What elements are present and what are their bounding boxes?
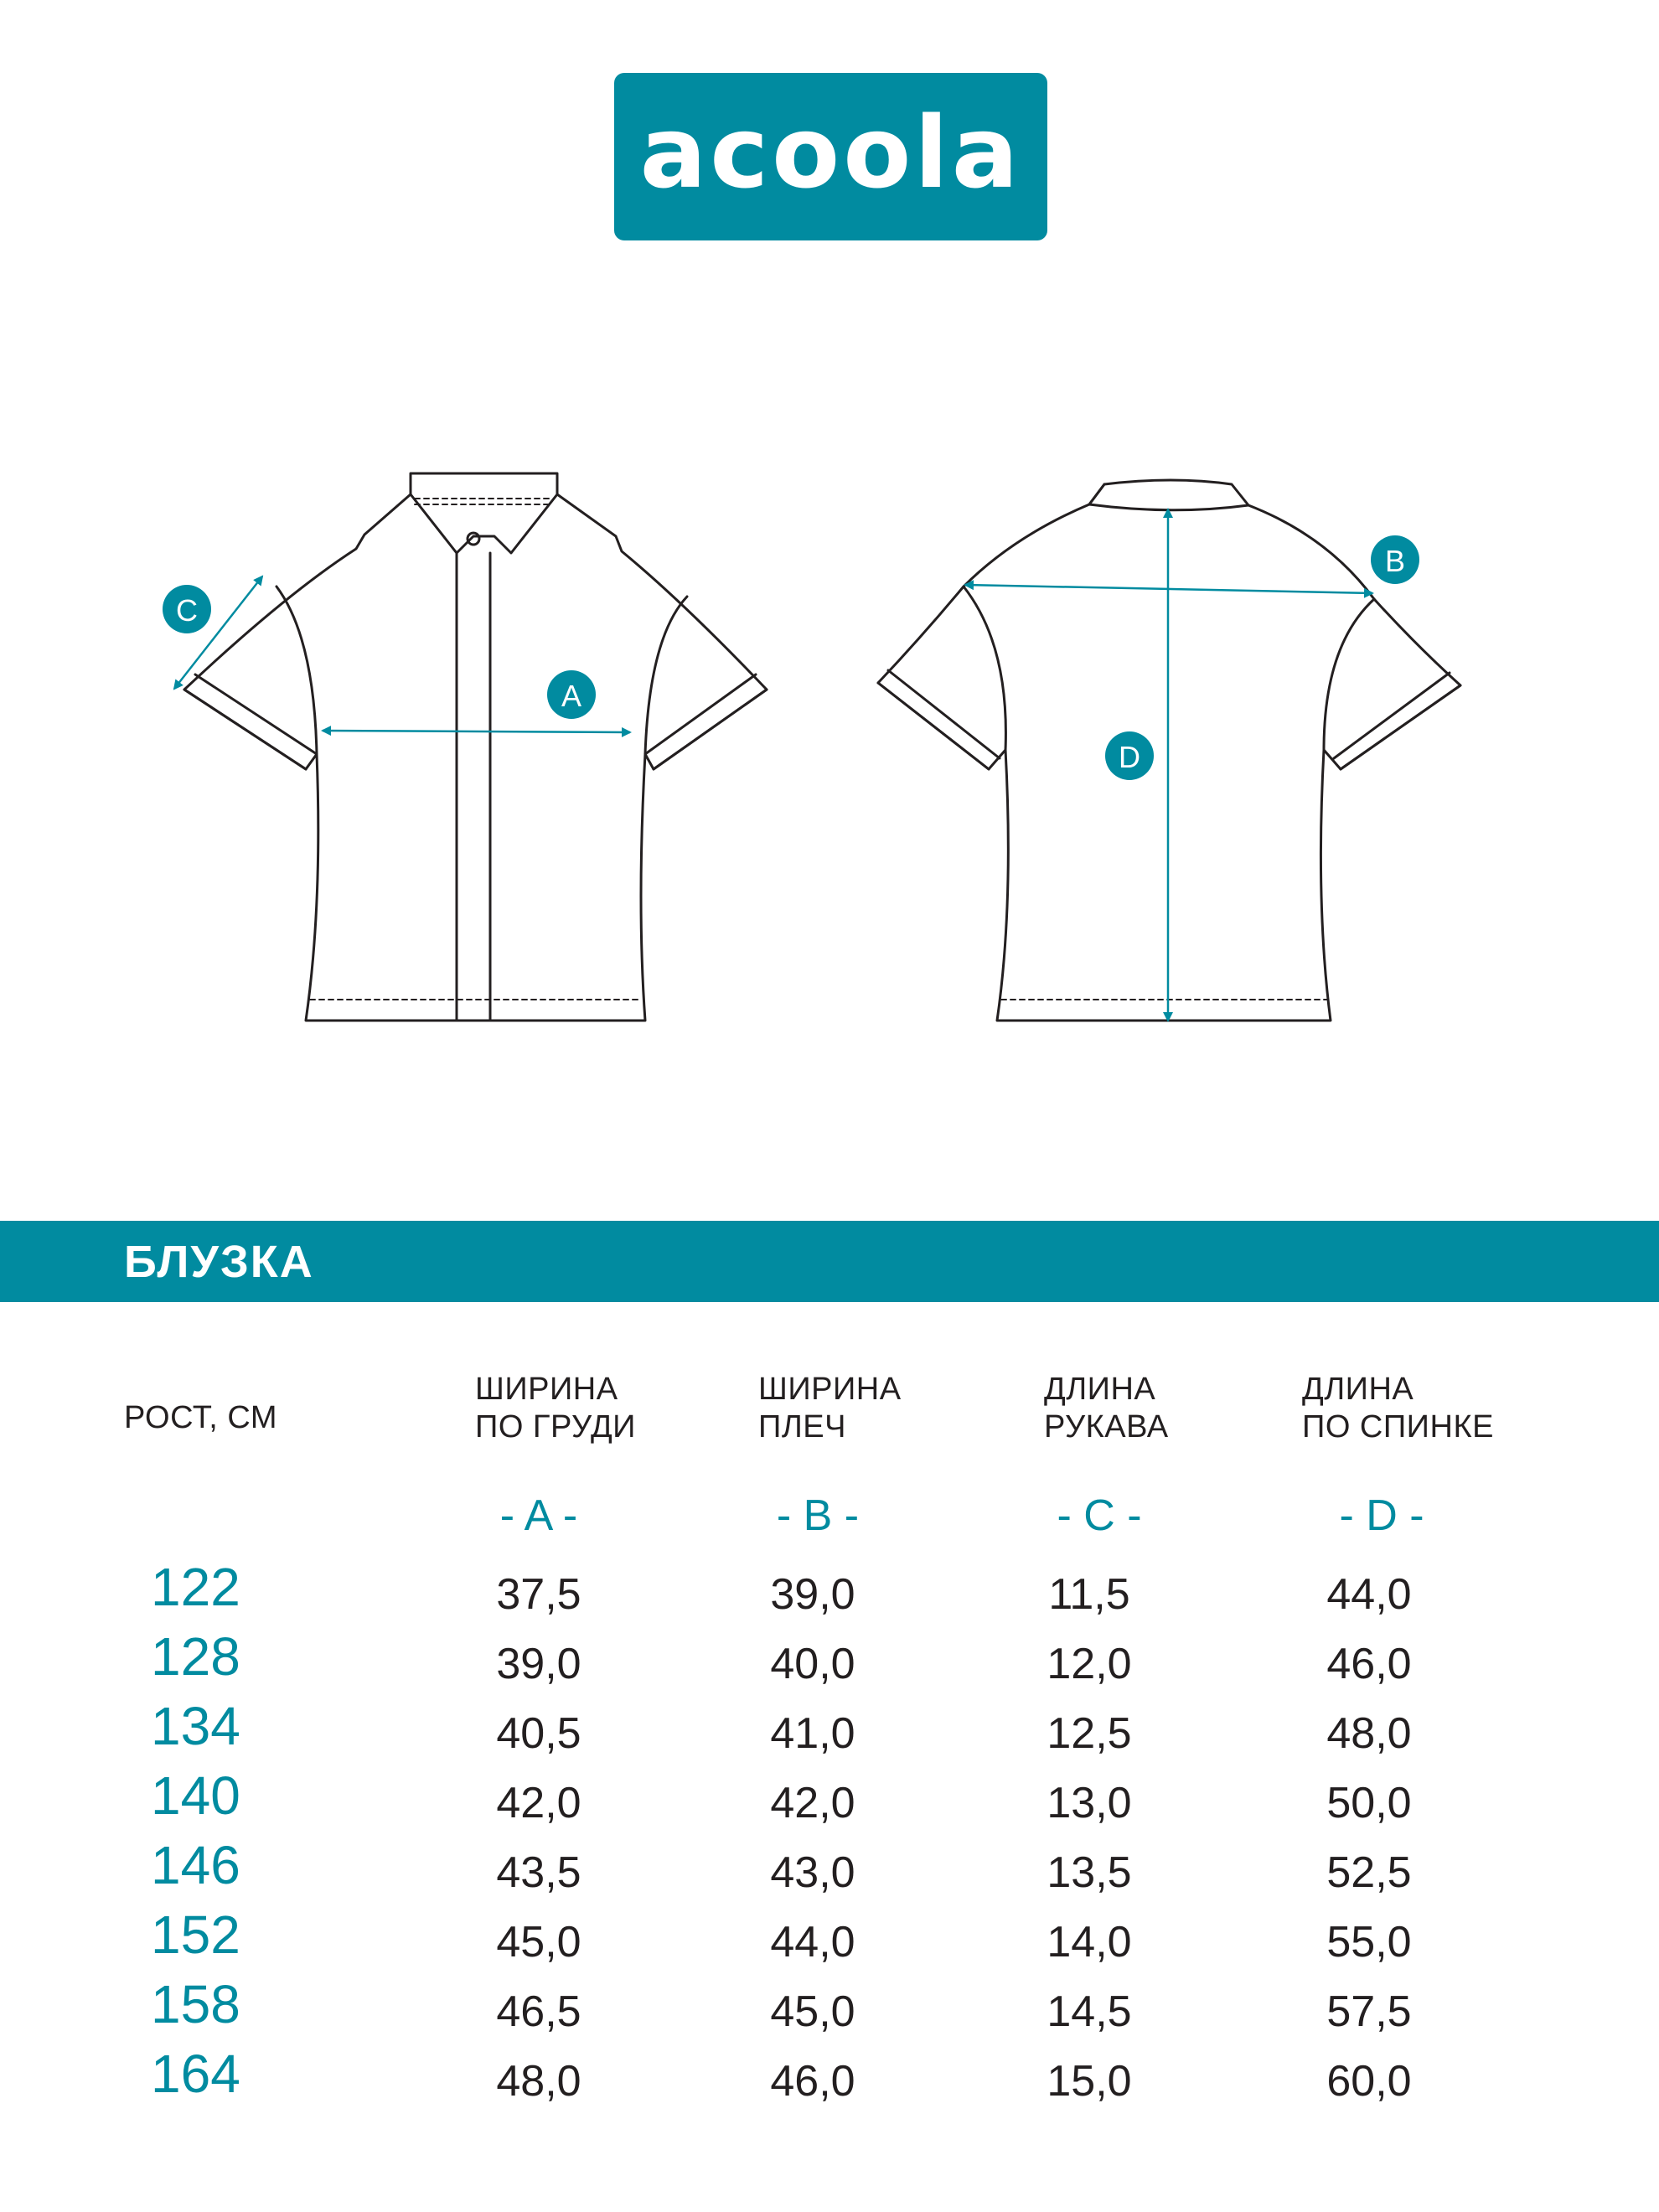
height-value: 134 — [151, 1696, 240, 1756]
header-line: ДЛИНА — [1044, 1372, 1156, 1407]
height-value: 128 — [151, 1626, 240, 1687]
header-line: ДЛИНА — [1302, 1372, 1414, 1407]
table-cell: 15,0 — [1047, 2057, 1132, 2106]
column-letter-c: - C - — [1057, 1491, 1142, 1540]
svg-text:A: A — [561, 679, 582, 713]
column-letter-d: - D - — [1339, 1491, 1424, 1540]
table-cell: 52,5 — [1326, 1848, 1412, 1897]
height-value: 140 — [151, 1765, 240, 1826]
table-cell: 12,5 — [1047, 1709, 1132, 1758]
marker-d — [1105, 731, 1154, 780]
height-value: 164 — [151, 2044, 240, 2104]
column-header-c — [1044, 1371, 1169, 1446]
header-line: ШИРИНА — [475, 1372, 618, 1407]
header-line: ШИРИНА — [758, 1372, 902, 1407]
logo-text: acoola — [639, 95, 1022, 210]
table-cell: 40,5 — [496, 1709, 581, 1758]
header-line: ПО СПИНКЕ — [1302, 1409, 1494, 1445]
table-cell: 44,0 — [1326, 1570, 1412, 1619]
table-cell: 60,0 — [1326, 2057, 1412, 2106]
table-cell: 43,5 — [496, 1848, 581, 1897]
front-view — [184, 473, 767, 1021]
header-line: РУКАВА — [1044, 1409, 1169, 1445]
header-line: ПО ГРУДИ — [475, 1409, 636, 1445]
table-cell: 46,5 — [496, 1987, 581, 2036]
marker-a — [547, 670, 596, 719]
svg-text:D: D — [1119, 740, 1140, 774]
table-cell: 37,5 — [496, 1570, 581, 1619]
marker-b — [1371, 535, 1419, 584]
table-cell: 41,0 — [770, 1709, 855, 1758]
table-cell: 40,0 — [770, 1640, 855, 1688]
height-value: 158 — [151, 1974, 240, 2034]
table-cell: 45,0 — [496, 1918, 581, 1967]
column-letter-a: - A - — [499, 1491, 578, 1540]
table-cell: 11,5 — [1048, 1570, 1130, 1619]
height-value: 122 — [151, 1557, 240, 1617]
table-cell: 42,0 — [496, 1779, 581, 1827]
brand-logo — [614, 73, 1047, 240]
height-header: РОСТ, СМ — [124, 1400, 278, 1435]
table-cell: 48,0 — [496, 2057, 581, 2106]
garment-sketch — [0, 436, 1659, 1039]
table-cell: 13,0 — [1047, 1779, 1132, 1827]
table-cell: 39,0 — [496, 1640, 581, 1688]
table-cell: 44,0 — [770, 1918, 855, 1967]
measure-line-a — [323, 731, 630, 732]
column-header-d — [1302, 1371, 1494, 1446]
section-title: БЛУЗКА — [124, 1237, 314, 1287]
column-letter-b: - B - — [776, 1491, 860, 1540]
svg-text:B: B — [1384, 544, 1406, 578]
svg-text:C: C — [176, 593, 198, 628]
height-value: 146 — [151, 1835, 240, 1895]
table-cell: 43,0 — [770, 1848, 855, 1897]
height-value: 152 — [151, 1904, 240, 1965]
table-cell: 13,5 — [1047, 1848, 1132, 1897]
table-cell: 57,5 — [1326, 1987, 1412, 2036]
column-header-b — [758, 1371, 902, 1446]
table-cell: 14,0 — [1047, 1918, 1132, 1967]
table-cell: 45,0 — [770, 1987, 855, 2036]
table-cell: 46,0 — [770, 2057, 855, 2106]
table-cell: 42,0 — [770, 1779, 855, 1827]
header-line: ПЛЕЧ — [758, 1409, 846, 1445]
table-cell: 55,0 — [1326, 1918, 1412, 1967]
table-cell: 39,0 — [770, 1570, 855, 1619]
table-cell: 14,5 — [1047, 1987, 1132, 2036]
table-cell: 46,0 — [1326, 1640, 1412, 1688]
table-cell: 12,0 — [1047, 1640, 1132, 1688]
table-cell: 50,0 — [1326, 1779, 1412, 1827]
table-cell: 48,0 — [1326, 1709, 1412, 1758]
section-band — [0, 1221, 1659, 1302]
marker-c — [163, 585, 211, 633]
column-header-a — [475, 1371, 636, 1446]
